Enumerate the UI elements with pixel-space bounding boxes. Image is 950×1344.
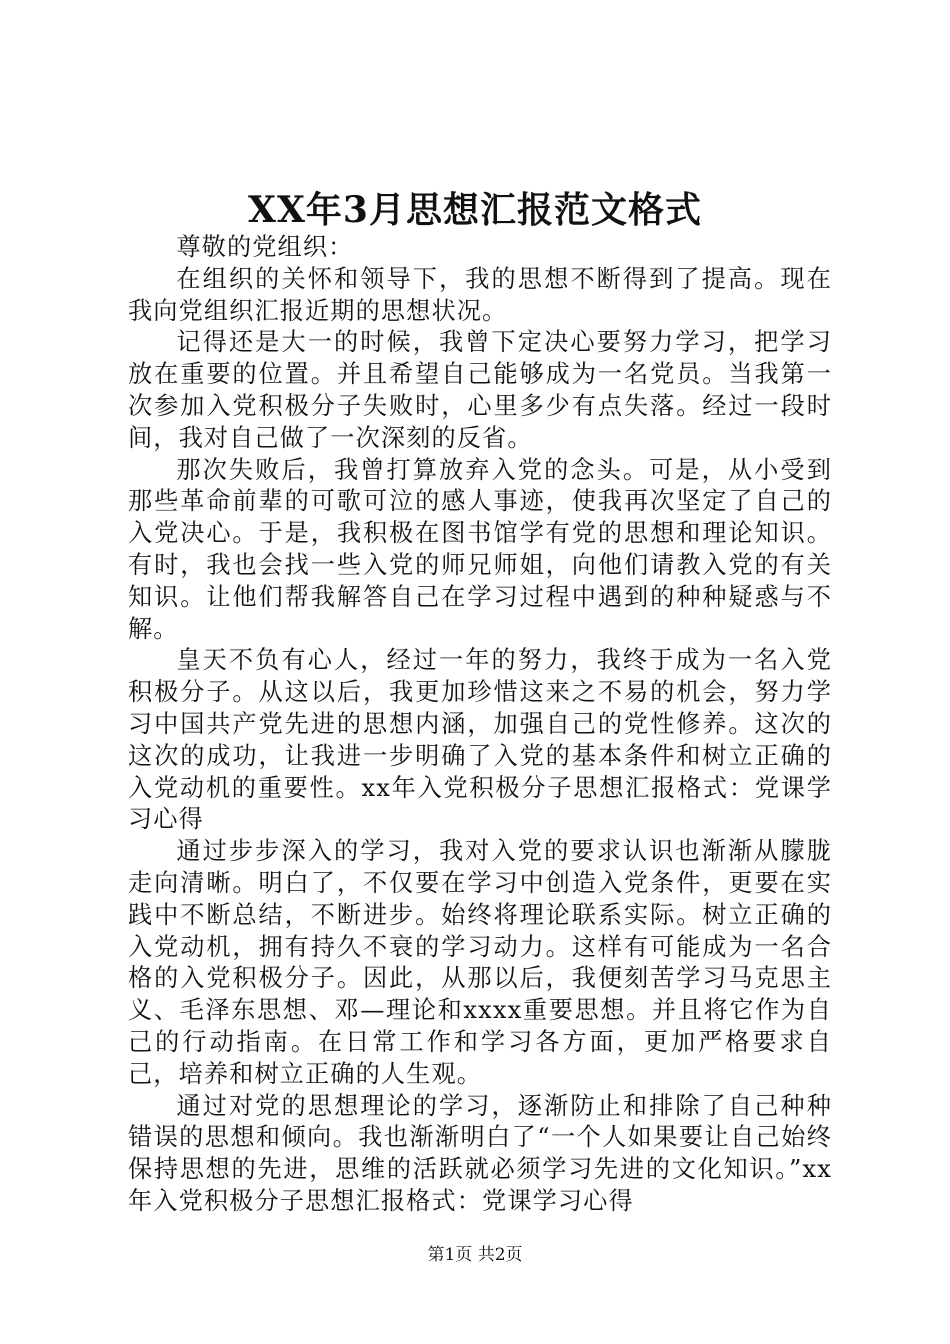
document-body xyxy=(128,232,832,1218)
paragraph-2: 记得还是大一的时候，我曾下定决心要努力学习，把学习放在重要的位置。并且希望自己能够成为一名党员。当我第一次参加入党积极分子失败时，心里多少有点失落。经过一段时间，我对自己做了一次深刻的反省。 xyxy=(128,328,832,452)
paragraph-4: 皇天不负有心人，经过一年的努力，我终于成为一名入党积极分子。从这以后，我更加珍惜这来之不易的机会，努力学习中国共产党先进的思想内涵，加强自己的党性修养。这次的这次的成功，让我进一步明确了入党的基本条件和树立正确的入党动机的重要性。xx年入党积极分子思想汇报格式：党课学习心得 xyxy=(128,646,832,834)
paragraph-1: 在组织的关怀和领导下，我的思想不断得到了提高。现在我向党组织汇报近期的思想状况。 xyxy=(128,264,832,325)
page-footer: 第1页 共2页 xyxy=(427,1245,523,1265)
document-title: XX年3月思想汇报范文格式 xyxy=(248,189,702,231)
paragraph-6: 通过对党的思想理论的学习，逐渐防止和排除了自己种种错误的思想和倾向。我也渐渐明白了“一个人如果要让自己始终保持思想的先进，思维的活跃就必须学习先进的文化知识。”xx年入党积极分子思想汇报格式：党课学习心得 xyxy=(128,1091,832,1215)
paragraph-5: 通过步步深入的学习，我对入党的要求认识也渐渐从朦胧走向清晰。明白了，不仅要在学习中创造入党条件，更要在实践中不断总结，不断进步。始终将理论联系实际。树立正确的入党动机，拥有持久不衰的学习动力。这样有可能成为一名合格的入党积极分子。因此，从那以后，我便刻苦学习马克思主义、毛泽东思想、邓—理论和xxxx重要思想。并且将它作为自己的行动指南。在日常工作和学习各方面，更加严格要求自己，培养和树立正确的人生观。 xyxy=(128,837,832,1088)
salutation: 尊敬的党组织： xyxy=(176,233,354,261)
paragraph-3: 那次失败后，我曾打算放弃入党的念头。可是，从小受到那些革命前辈的可歌可泣的感人事迹，使我再次坚定了自己的入党决心。于是，我积极在图书馆学有党的思想和理论知识。有时，我也会找一些入党的师兄师姐，向他们请教入党的有关知识。让他们帮我解答自己在学习过程中遇到的种种疑惑与不解。 xyxy=(128,455,832,643)
